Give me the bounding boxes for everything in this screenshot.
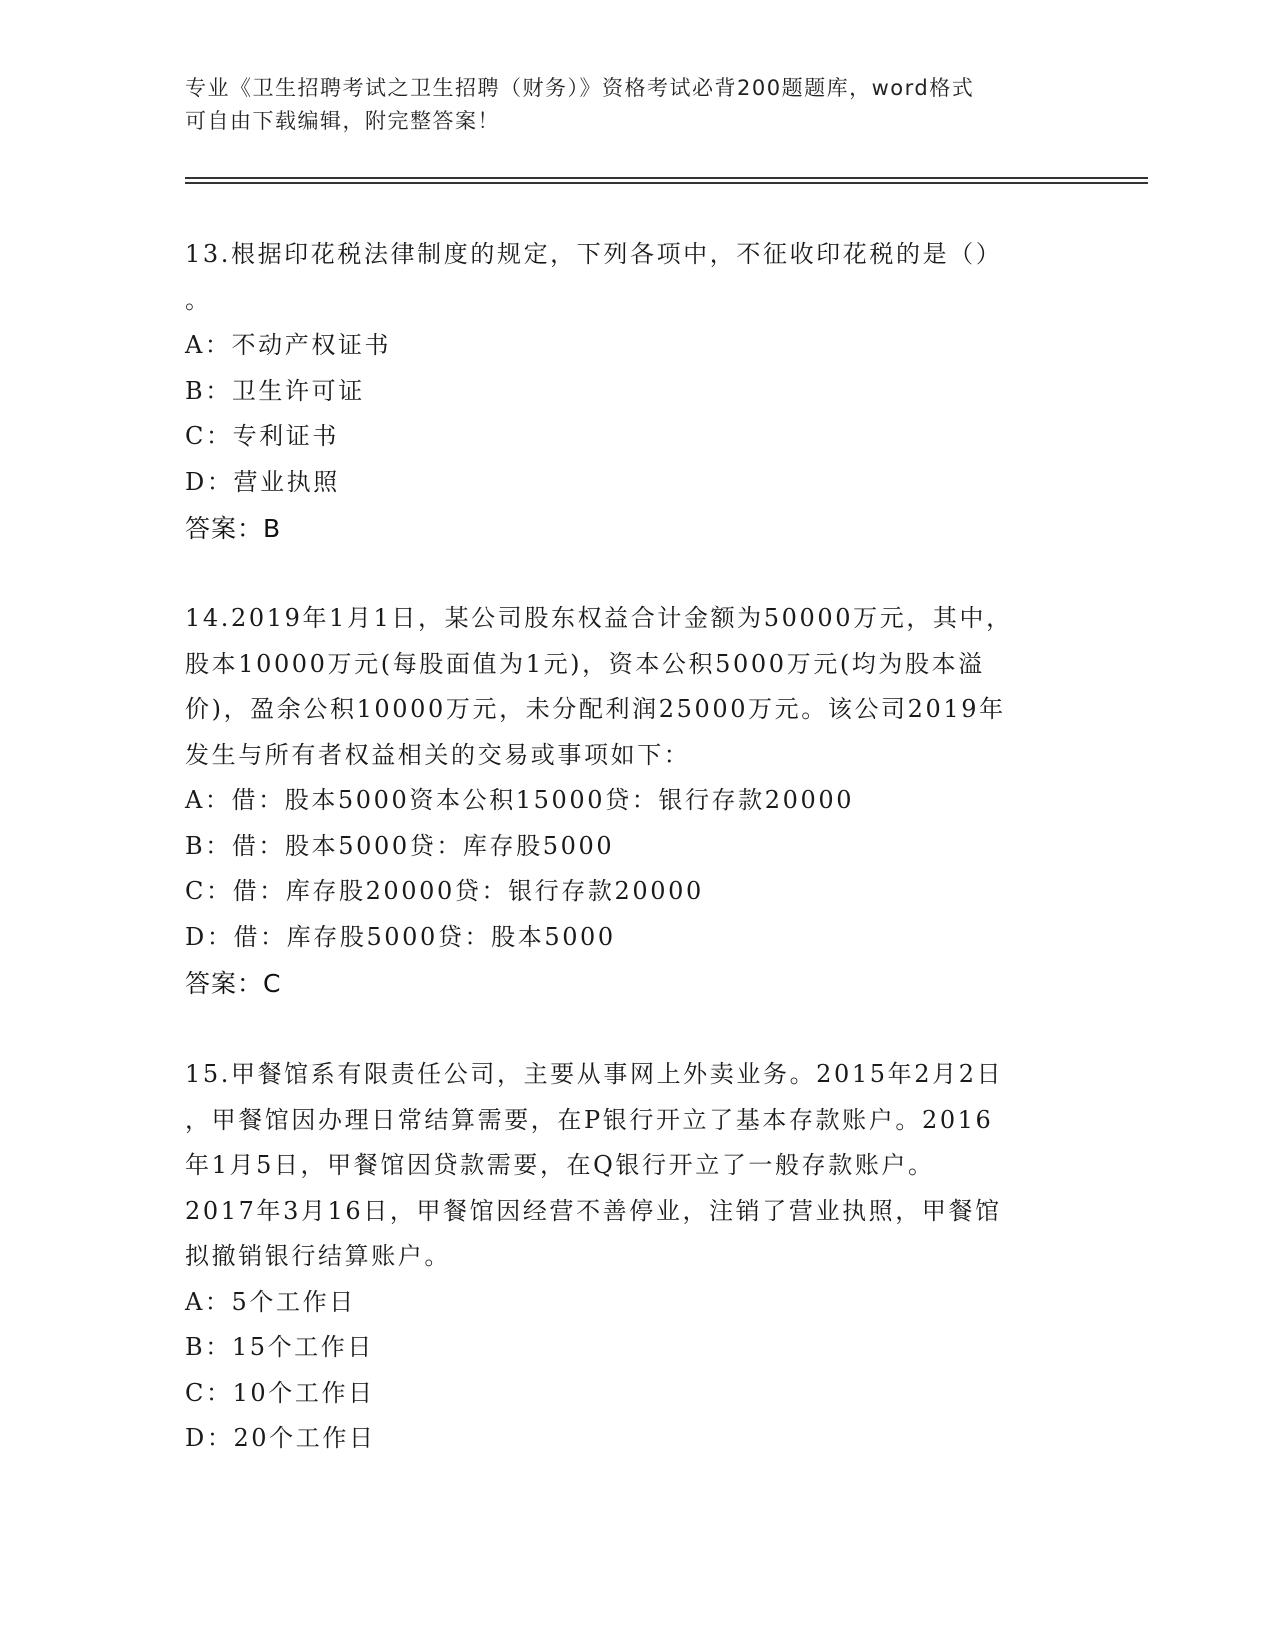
document-header — [185, 72, 1065, 138]
stem-line: 2017年3月16日，甲餐馆因经营不善停业，注销了营业执照，甲餐馆 — [185, 1196, 1002, 1225]
stem-line: 。 — [185, 285, 212, 314]
option-c: C：10个工作日 — [185, 1378, 375, 1407]
question-15 — [185, 1052, 1085, 1462]
answer-label: 答案：B — [185, 514, 282, 543]
option-a: A：借：股本5000资本公积15000贷：银行存款20000 — [185, 786, 855, 814]
option-d: D：20个工作日 — [185, 1424, 376, 1452]
stem-line: 15.甲餐馆系有限责任公司，主要从事网上外卖业务。2015年2月2日 — [185, 1060, 1004, 1088]
question-stem — [185, 232, 1085, 323]
option-a: A：5个工作日 — [185, 1287, 356, 1316]
question-stem — [185, 596, 1085, 778]
option-c: C：借：库存股20000贷：银行存款20000 — [185, 877, 704, 905]
option-d: D：营业执照 — [185, 467, 340, 496]
header-divider-bottom — [185, 182, 1148, 184]
stem-line: 股本10000万元(每股面值为1元)，资本公积5000万元(均为股本溢 — [185, 649, 985, 678]
header-line-2: 可自由下载编辑，附完整答案！ — [185, 109, 500, 133]
stem-line: 发生与所有者权益相关的交易或事项如下： — [185, 740, 691, 769]
stem-line: 13.根据印花税法律制度的规定，下列各项中，不征收印花税的是（） — [185, 240, 1003, 268]
stem-line: 拟撤销银行结算账户。 — [185, 1242, 451, 1270]
stem-line: ，甲餐馆因办理日常结算需要，在P银行开立了基本存款账户。2016 — [185, 1105, 994, 1134]
question-14 — [185, 596, 1085, 1006]
option-d: D：借：库存股5000贷：股本5000 — [185, 922, 616, 951]
header-divider-top — [185, 177, 1148, 179]
answer-label: 答案：C — [185, 969, 282, 998]
question-stem — [185, 1052, 1085, 1280]
option-b: B：卫生许可证 — [185, 376, 365, 405]
option-b: B：15个工作日 — [185, 1333, 374, 1361]
question-13 — [185, 232, 1085, 551]
stem-line: 价)，盈余公积10000万元，未分配利润25000万元。该公司2019年 — [185, 695, 1006, 723]
stem-line: 年1月5日，甲餐馆因贷款需要，在Q银行开立了一般存款账户。 — [185, 1151, 935, 1179]
header-line-1: 专业《卫生招聘考试之卫生招聘（财务）》资格考试必背200题题库，word格式 — [185, 76, 975, 100]
option-b: B：借：股本5000贷：库存股5000 — [185, 831, 615, 860]
option-a: A：不动产权证书 — [185, 331, 392, 359]
option-c: C：专利证书 — [185, 422, 339, 450]
stem-line: 14.2019年1月1日，某公司股东权益合计金额为50000万元，其中， — [185, 604, 1013, 632]
